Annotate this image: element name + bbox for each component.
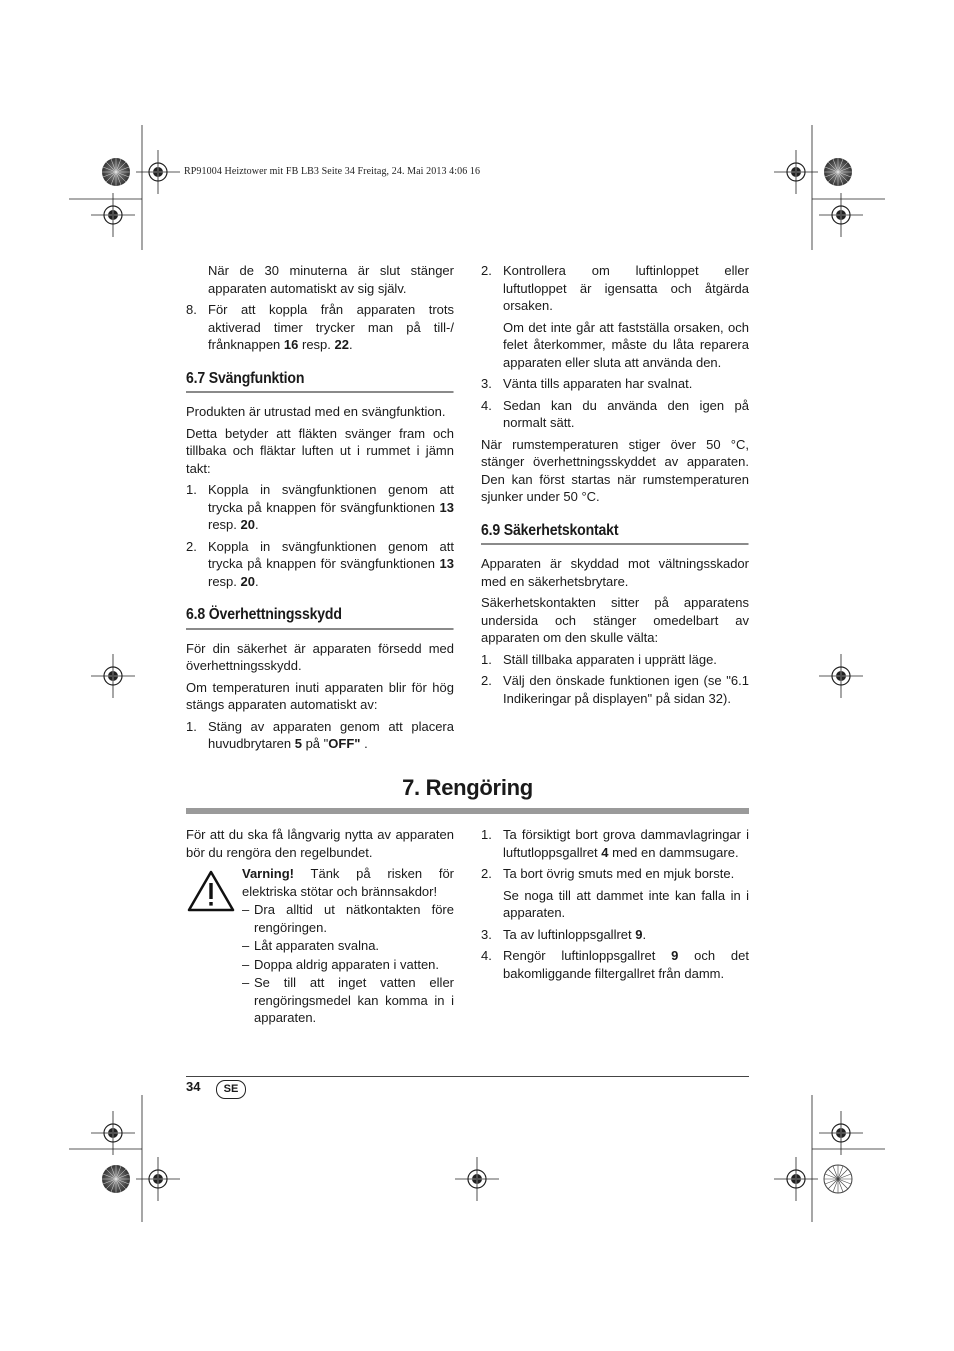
registration-mark-icon bbox=[136, 150, 180, 194]
color-wheel-icon bbox=[102, 158, 130, 186]
paragraph: När de 30 minuterna är slut stänger apparaten automatiskt av sig själv. bbox=[208, 263, 454, 296]
left-column-lower bbox=[186, 826, 454, 1027]
list-item: 8. För att koppla från apparaten trots aktiverad timer trycker man på till-/ frånknappen 16 resp. 22. bbox=[186, 302, 454, 352]
warning-triangle-icon bbox=[186, 865, 242, 1027]
registration-mark-icon bbox=[91, 654, 135, 698]
registration-mark-icon bbox=[91, 193, 135, 237]
paragraph: För att du ska få långvarig nytta av apparaten bör du rengöra den regelbundet. bbox=[186, 827, 454, 860]
registration-mark-icon bbox=[91, 1111, 135, 1155]
registration-mark-icon bbox=[819, 193, 863, 237]
list-item: – Låt apparaten svalna. bbox=[242, 938, 380, 953]
warning-block: Varning! Tänk på risken för elektriska stötar och brännsakdor! – Dra alltid ut nätkontakten före rengöringen. – Låt apparaten svalna. – Doppa aldrig apparaten i vatten. – Se till att inget vatten eller rengöringsmedel kan komma in i apparaten. bbox=[186, 865, 454, 1027]
list-item: – Dra alltid ut nätkontakten före rengöringen. bbox=[242, 902, 454, 935]
list-item: 2. Koppla in svängfunktionen genom att trycka på knappen för svängfunktionen 13 resp. 20. bbox=[186, 538, 454, 589]
list-item: 1. Stäng av apparaten genom att placera huvudbrytaren 5 på "OFF" . bbox=[186, 718, 454, 751]
list-item: 2. Ta bort övrig smuts med en mjuk borste. bbox=[481, 866, 735, 881]
list-item: 1. Koppla in svängfunktionen genom att trycka på knappen för svängfunktionen 13 resp. 20. bbox=[186, 482, 454, 532]
paragraph: Om det inte går att fastställa orsaken, och felet återkommer, måste du låta reparera apparaten eller sluta att använda den. bbox=[503, 319, 749, 370]
list-item: 2. Välj den önskade funktionen igen (se "6.1 Indikeringar på displayen" på sidan 32). bbox=[481, 673, 749, 706]
print-header: RP91004 Heiztower mit FB LB3 Seite 34 Freitag, 24. Mai 2013 4:06 16 bbox=[184, 166, 481, 177]
registration-mark-icon bbox=[455, 1157, 499, 1201]
list-item: 4. Rengör luftinloppsgallret 9 och det bakomliggande filtergallret från damm. bbox=[481, 948, 749, 981]
section-heading: 6.8 Överhettningsskydd bbox=[186, 606, 454, 630]
paragraph: Säkerhetskontakten sitter på apparatens undersida och stänger omedelbart av apparaten om den skulle välta: bbox=[481, 595, 749, 645]
registration-mark-icon bbox=[136, 1157, 180, 1201]
paragraph: För din säkerhet är apparaten försedd med överhettningsskydd. bbox=[186, 640, 454, 673]
paragraph: Detta betyder att fläkten svänger fram och tillbaka och fläktar luften ut i rummet i jämn takt: bbox=[186, 425, 454, 476]
list-item: 3. Ta av luftinloppsgallret 9. bbox=[481, 926, 647, 942]
paragraph: Se noga till att dammet inte kan falla in i apparaten. bbox=[503, 887, 749, 920]
left-column-upper bbox=[186, 262, 454, 757]
section-heading: 6.7 Svängfunktion bbox=[186, 370, 454, 394]
paragraph: När rumstemperaturen stiger över 50 °C, stänger överhettningsskyddet av apparaten. Den kan först startas när rumstemperaturen sjunker under 50 °C. bbox=[481, 436, 749, 504]
list-item: – Doppa aldrig apparaten i vatten. bbox=[242, 956, 440, 972]
paragraph: Produkten är utrustad med en svängfunktion. bbox=[186, 404, 446, 419]
list-item: 1. Ställ tillbaka apparaten i upprätt läge. bbox=[481, 651, 717, 667]
color-wheel-icon bbox=[102, 1165, 130, 1193]
language-badge: SE bbox=[216, 1080, 246, 1099]
chapter-title: 7. Rengöring bbox=[402, 775, 533, 800]
right-column-lower bbox=[481, 826, 749, 986]
right-column-upper bbox=[481, 262, 749, 711]
list-item: 3. Vänta tills apparaten har svalnat. bbox=[481, 376, 693, 391]
footer-rule bbox=[186, 1076, 749, 1077]
registration-mark-icon bbox=[774, 1157, 818, 1201]
section-heading: 6.9 Säkerhetskontakt bbox=[481, 522, 749, 546]
list-item: 4. Sedan kan du använda den igen på normalt sätt. bbox=[481, 397, 749, 430]
color-wheel-icon bbox=[824, 158, 852, 186]
list-item: 2. Kontrollera om luftinloppet eller luftutloppet är igensatta och åtgärda orsaken. bbox=[481, 263, 749, 313]
registration-mark-icon bbox=[774, 150, 818, 194]
list-item: 1. Ta försiktigt bort grova dammavlagringar i luftutloppsgallret 4 med en dammsugare. bbox=[481, 827, 749, 860]
paragraph: Om temperaturen inuti apparaten blir för hög stängs apparaten automatiskt av: bbox=[186, 679, 454, 712]
color-wheel-icon bbox=[824, 1165, 852, 1193]
registration-mark-icon bbox=[819, 654, 863, 698]
list-item: – Se till att inget vatten eller rengöringsmedel kan komma in i apparaten. bbox=[242, 975, 454, 1025]
chapter-rule bbox=[186, 808, 749, 814]
paragraph: Apparaten är skyddad mot vältningsskador med en säkerhetsbrytare. bbox=[481, 556, 749, 589]
page-number: 34 bbox=[186, 1079, 201, 1094]
registration-mark-icon bbox=[819, 1111, 863, 1155]
